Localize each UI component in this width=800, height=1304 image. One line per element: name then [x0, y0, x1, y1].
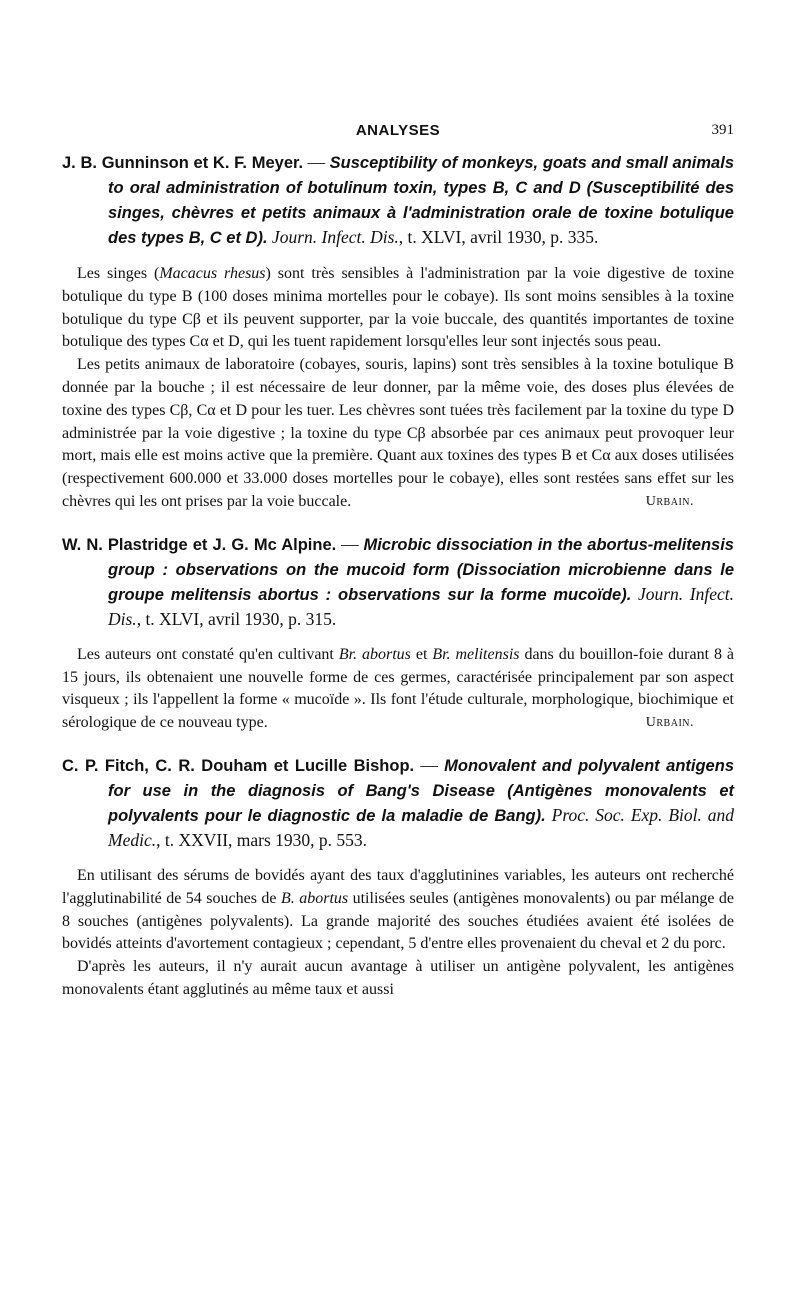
entry-heading — [62, 532, 734, 631]
entry-authors: W. N. Plastridge et J. G. Mc Alpine. — [62, 535, 337, 554]
text-run: En utilisant des sérums de bovidés ayant des taux d'agglutinines variables, les auteurs ont recherché l'agglutinabilité de 54 souches de — [62, 866, 734, 907]
entry-title-english: Microbic dissociation in the abortus-melitensis group : observations on the mucoid form — [108, 535, 734, 579]
entry-citation: , t. XLVI, avril 1930, p. 315. — [136, 608, 337, 629]
entry-heading — [62, 150, 734, 250]
body-paragraph — [62, 644, 734, 735]
entry-title-english: Monovalent and polyvalent antigens for use in the diagnosis of Bang's Disease — [108, 756, 734, 800]
entry-body — [62, 865, 734, 1002]
author-signature: Urbain. — [645, 493, 694, 509]
entry-title-french: (Susceptibilité des singes, chèvres et petits animaux à l'administration orale de toxine botulique des types B, C et D). — [108, 179, 734, 247]
running-title: ANALYSES — [355, 122, 441, 139]
entry-title-french: (Antigènes monovalents et polyvalents pour le diagnostic de la maladie de Bang). — [108, 781, 735, 825]
entry-journal: Proc. Soc. Exp. Biol. and Medic. — [108, 804, 735, 850]
entry-title-english: Susceptibility of monkeys, goats and small animals to oral administration of botulinum toxin, types B, C and D — [108, 154, 734, 197]
body-paragraph — [62, 263, 734, 354]
entry-journal: Journ. Infect. Dis. — [271, 227, 399, 247]
entry-authors: C. P. Fitch, C. R. Douham et Lucille Bishop. — [62, 756, 415, 775]
abstract-entry — [62, 753, 734, 1002]
running-header — [62, 112, 734, 142]
text-run: et — [410, 645, 433, 663]
document-page — [62, 112, 734, 1002]
body-paragraph: D'après les auteurs, il n'y aurait aucun avantage à utiliser un antigène polyvalent, les antigènes monovalents étant agglutinés au même taux et aussi — [62, 958, 734, 998]
italic-run: Macacus rhesus — [159, 265, 266, 282]
entry-authors: J. B. Gunninson et K. F. Meyer. — [62, 154, 304, 172]
text-run: Les singes ( — [77, 265, 160, 282]
text-run: ) sont très sensibles à l'administration par la voie digestive de toxine botulique du type B (100 doses minima mortelles pour le cobaye). Ils sont moins sensibles à la toxine botulique du type Cβ et ils peuvent supporter, par la voie buccale, des quantités importantes de toxine botulique des types Cα et D, qui les tuent rapidement lorsqu'elles leur sont injectés sous peau. — [62, 265, 735, 351]
entry-citation: , t. XLVI, avril 1930, p. 335. — [398, 227, 599, 247]
body-paragraph — [62, 354, 734, 514]
italic-run: Br. abortus — [338, 645, 411, 663]
text-run: Les petits animaux de laboratoire (cobayes, souris, lapins) sont très sensibles à la toxine botulique B donnée par la bouche ; il est nécessaire de leur donner, par la même voie, des doses plus élevées de toxine des types Cβ, Cα et D pour les tuer. Les chèvres sont tuées très facilement par la toxine du type D administrée par la voie digestive ; la toxine du type Cβ absorbée par ces animaux peut provoquer leur mort, mais elle est moins active que la première. Quant aux toxines des types B et Cα aux doses utilisées (respectivement 600.000 et 33.000 doses mortelles pour le cobaye), elles sont restées sans effet sur les chèvres qui les ont prises par la voie buccale. — [62, 356, 734, 510]
text-run: Les auteurs ont constaté qu'en cultivant — [77, 645, 339, 663]
entry-body — [62, 263, 734, 514]
text-run: utilisées seules (antigènes monovalents) ou par mélange de 8 souches (antigènes polyvalents). La grande majorité des souches étudiées avaient été isolées de bovidés atteints d'avortement contagieux ; cependant, 5 d'entre elles provenaient du cheval et 2 du porc. — [62, 889, 735, 953]
text-run: dans du bouillon-foie durant 8 à 15 jours, ils obtenaient une nouvelle forme de ces germes, caractérisée principalement par son aspect visqueux ; ils l'appellent la forme « mucoïde ». Ils font l'étude culturale, morphologique, biochimique et sérologique de ce nouveau type. — [62, 645, 735, 732]
heading-dash: — — [414, 754, 445, 775]
page-number: 391 — [711, 122, 734, 138]
entry-heading — [62, 753, 734, 852]
abstract-entry — [62, 150, 734, 514]
abstract-entry — [62, 532, 734, 735]
italic-run: Br. melitensis — [432, 645, 520, 663]
entry-citation: , t. XXVII, mars 1930, p. 553. — [156, 829, 368, 850]
italic-run: B. abortus — [280, 889, 349, 907]
heading-dash: — — [303, 152, 330, 172]
entry-journal: Journ. Infect. Dis. — [108, 583, 734, 629]
heading-dash: — — [336, 533, 364, 554]
author-signature: Urbain. — [645, 715, 694, 731]
body-paragraph — [62, 865, 734, 956]
entry-title-french: (Dissociation microbienne dans le groupe melitensis abortus : observations sur la forme mucoïde). — [108, 560, 734, 604]
entry-body — [62, 644, 734, 735]
